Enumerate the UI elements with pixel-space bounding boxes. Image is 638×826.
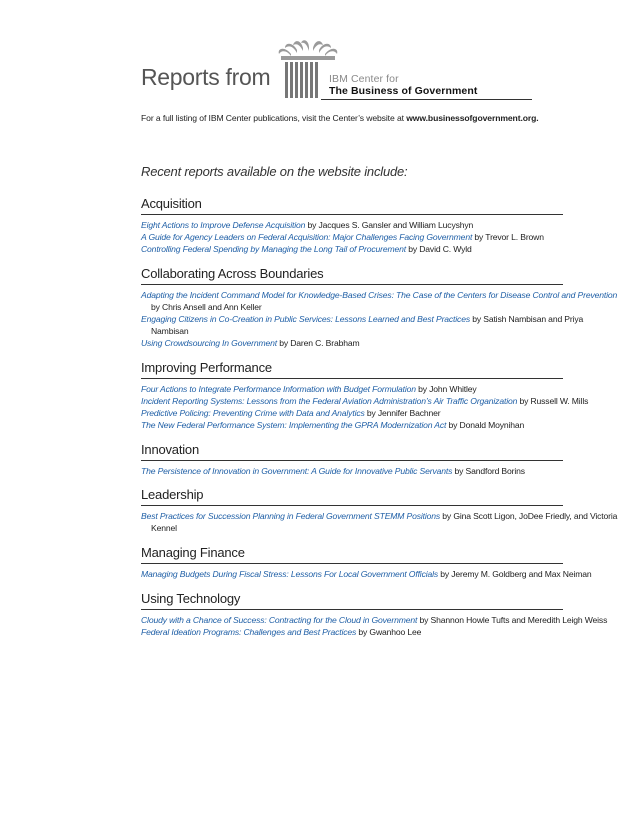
- report-title-link[interactable]: Predictive Policing: Preventing Crime with Data and Analytics: [141, 408, 365, 418]
- report-title-link[interactable]: Federal Ideation Programs: Challenges and Best Practices: [141, 627, 357, 637]
- section-title: Managing Finance: [141, 545, 563, 564]
- report-title-link[interactable]: Managing Budgets During Fiscal Stress: Lessons For Local Government Officials: [141, 569, 439, 579]
- report-authors: by Sandford Borins: [452, 466, 525, 476]
- report-title-link[interactable]: A Guide for Agency Leaders on Federal Acquisition: Major Challenges Facing Government: [141, 232, 473, 242]
- website-link[interactable]: www.businessofgovernment.org.: [406, 113, 539, 123]
- report-item: [141, 219, 621, 231]
- reports-from-heading: Reports from: [141, 64, 271, 90]
- report-item: [141, 383, 621, 395]
- section-acquisition: [141, 196, 621, 255]
- report-title-link[interactable]: Adapting the Incident Command Model for Knowledge-Based Crises: The Case of the Centers for Disease Control and Prevention: [141, 290, 618, 300]
- report-item: [141, 231, 621, 243]
- report-authors: by Shannon Howle Tufts and Meredith Leigh Weiss: [417, 615, 608, 625]
- intro-text: Recent reports available on the website include:: [141, 164, 408, 179]
- header-rule: [321, 99, 532, 100]
- report-authors: by John Whitley: [415, 384, 477, 394]
- business-of-government-label: The Business of Government: [329, 85, 478, 97]
- report-authors: by David C. Wyld: [405, 244, 472, 254]
- section-title: Innovation: [141, 442, 563, 461]
- report-title-link[interactable]: The New Federal Performance System: Implementing the GPRA Modernization Act: [141, 420, 447, 430]
- report-title-link[interactable]: Using Crowdsourcing In Government: [141, 338, 277, 348]
- report-item: [141, 289, 621, 313]
- section-collaborating-across-boundaries: [141, 266, 621, 349]
- report-item: [141, 510, 621, 534]
- report-sections: [141, 196, 621, 638]
- section-title: Improving Performance: [141, 360, 563, 379]
- report-authors: by Gwanhoo Lee: [356, 627, 422, 637]
- masthead: [141, 40, 611, 110]
- report-authors: by Jennifer Bachner: [364, 408, 441, 418]
- report-item: [141, 568, 621, 580]
- report-title-link[interactable]: Incident Reporting Systems: Lessons from the Federal Aviation Administration’s Air Traffic Organization: [141, 396, 518, 406]
- report-item: [141, 614, 621, 626]
- report-item: [141, 626, 621, 638]
- section-title: Using Technology: [141, 591, 563, 610]
- section-using-technology: [141, 591, 621, 638]
- report-item: [141, 419, 621, 431]
- report-item: [141, 407, 621, 419]
- report-title-link[interactable]: Controlling Federal Spending by Managing the Long Tail of Procurement: [141, 244, 406, 254]
- section-title: Acquisition: [141, 196, 563, 215]
- report-authors: by Daren C. Brabham: [276, 338, 360, 348]
- report-authors: by Trevor L. Brown: [472, 232, 544, 242]
- section-title: Collaborating Across Boundaries: [141, 266, 563, 285]
- report-authors: by Satish Nambisan and Priya Nambisan: [151, 314, 584, 336]
- report-authors: by Chris Ansell and Ann Keller: [151, 302, 262, 312]
- report-title-link[interactable]: Four Actions to Integrate Performance Information with Budget Formulation: [141, 384, 416, 394]
- section-title: Leadership: [141, 487, 563, 506]
- listing-note: [141, 113, 621, 123]
- report-authors: by Gina Scott Ligon, JoDee Friedly, and Victoria Kennel: [151, 511, 618, 533]
- section-leadership: [141, 487, 621, 534]
- report-authors: by Jeremy M. Goldberg and Max Neiman: [438, 569, 592, 579]
- report-item: [141, 395, 621, 407]
- report-authors: by Russell W. Mills: [517, 396, 589, 406]
- section-managing-finance: [141, 545, 621, 580]
- report-item: [141, 465, 621, 477]
- report-title-link[interactable]: Best Practices for Succession Planning in Federal Government STEMM Positions: [141, 511, 441, 521]
- report-title-link[interactable]: The Persistence of Innovation in Government: A Guide for Innovative Public Servants: [141, 466, 453, 476]
- report-authors: by Donald Moynihan: [446, 420, 525, 430]
- report-authors: by Jacques S. Gansler and William Lucyshyn: [305, 220, 474, 230]
- report-title-link[interactable]: Engaging Citizens in Co-Creation in Public Services: Lessons Learned and Best Practices: [141, 314, 470, 324]
- section-innovation: [141, 442, 621, 477]
- report-item: [141, 243, 621, 255]
- report-item: [141, 313, 621, 337]
- section-improving-performance: [141, 360, 621, 431]
- report-item: [141, 337, 621, 349]
- listing-note-text: For a full listing of IBM Center publications, visit the Center’s website at: [141, 113, 407, 123]
- ibm-center-label: IBM Center for: [329, 73, 399, 85]
- report-title-link[interactable]: Eight Actions to Improve Defense Acquisition: [141, 220, 306, 230]
- report-title-link[interactable]: Cloudy with a Chance of Success: Contracting for the Cloud in Government: [141, 615, 418, 625]
